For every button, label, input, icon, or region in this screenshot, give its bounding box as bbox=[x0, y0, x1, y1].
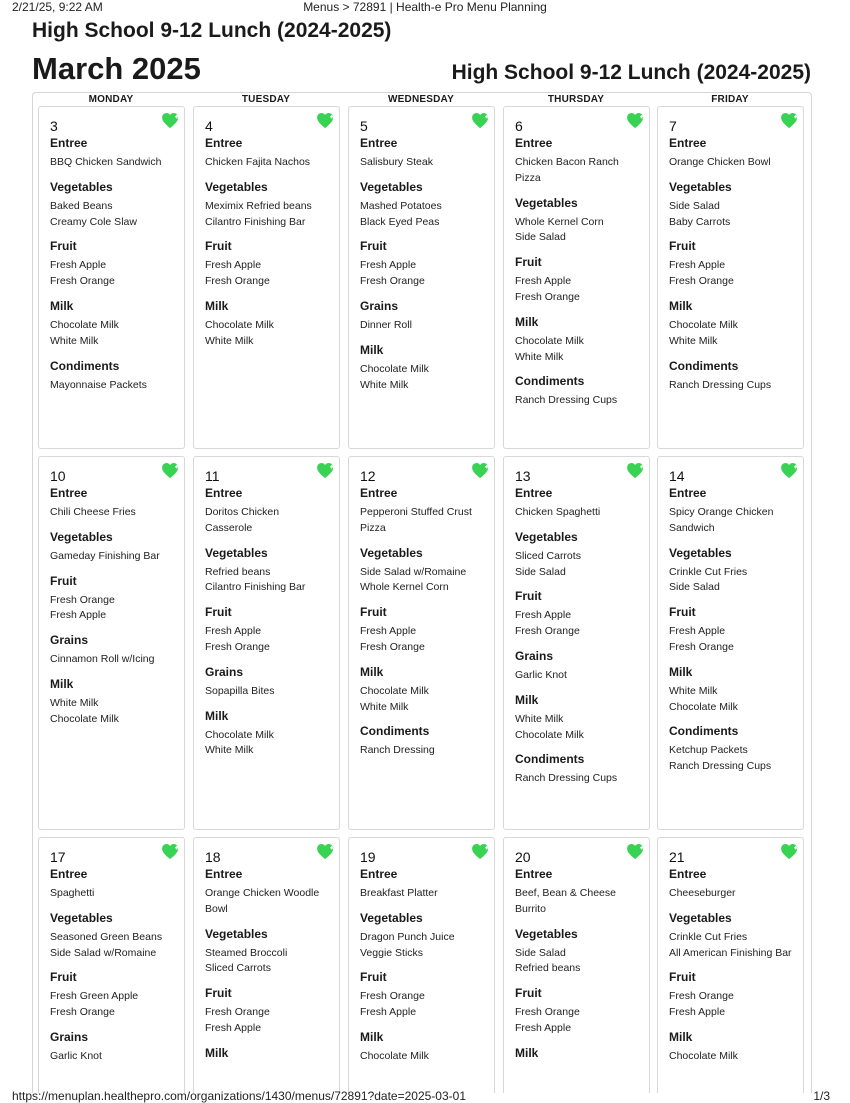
menu-item[interactable]: Fresh Orange bbox=[205, 640, 270, 653]
menu-item[interactable]: Cilantro Finishing Bar bbox=[205, 581, 306, 594]
day-cell bbox=[38, 456, 185, 830]
menu-item[interactable]: White Milk bbox=[360, 378, 409, 391]
section-title-milk: Milk bbox=[360, 342, 384, 357]
section-title-entree: Entree bbox=[50, 867, 88, 881]
section-title-milk: Milk bbox=[360, 664, 384, 679]
section-title-vegetables: Vegetables bbox=[360, 179, 423, 194]
menu-item[interactable]: Chicken Fajita Nachos bbox=[205, 156, 311, 168]
print-timestamp: 2/21/25, 9:22 AM bbox=[12, 0, 103, 14]
menu-item[interactable]: Chocolate Milk bbox=[669, 318, 738, 331]
day-cell bbox=[503, 106, 650, 449]
menu-item[interactable]: White Milk bbox=[50, 696, 99, 709]
menu-item[interactable]: Meximix Refried beans bbox=[205, 199, 312, 212]
page-title: High School 9-12 Lunch (2024-2025) bbox=[32, 19, 392, 42]
section-title-vegetables: Vegetables bbox=[360, 910, 423, 925]
section-title-vegetables: Vegetables bbox=[50, 179, 113, 194]
day-content bbox=[360, 468, 488, 759]
section-title-milk: Milk bbox=[360, 1029, 384, 1044]
section-title-entree: Entree bbox=[669, 867, 707, 881]
section-title-entree: Entree bbox=[360, 486, 398, 500]
day-cell bbox=[503, 456, 650, 830]
menu-item[interactable]: All American Finishing Bar bbox=[669, 946, 792, 959]
menu-item[interactable]: Fresh Apple bbox=[669, 1006, 726, 1019]
menu-item[interactable]: Fresh Orange bbox=[669, 275, 734, 288]
section-title-entree: Entree bbox=[360, 867, 398, 881]
menu-item[interactable]: Chocolate Milk bbox=[205, 728, 274, 741]
menu-item[interactable]: Fresh Apple bbox=[669, 259, 726, 272]
menu-item[interactable]: Fresh Apple bbox=[50, 259, 107, 272]
section-title-fruit: Fruit bbox=[515, 255, 542, 270]
section-title-entree: Entree bbox=[669, 486, 707, 500]
menu-item[interactable]: Fresh Orange bbox=[50, 593, 115, 606]
menu-item[interactable]: Fresh Apple bbox=[205, 259, 262, 272]
day-content bbox=[360, 849, 488, 1065]
day-cell bbox=[348, 106, 495, 449]
menu-item[interactable]: Side Salad bbox=[515, 565, 566, 578]
section-title-vegetables: Vegetables bbox=[669, 545, 732, 560]
menu-item[interactable]: Chocolate Milk bbox=[360, 1049, 429, 1062]
menu-item[interactable]: Ranch Dressing Cups bbox=[515, 394, 618, 407]
section-title-vegetables: Vegetables bbox=[50, 910, 113, 925]
day-cell bbox=[657, 456, 804, 830]
day-cell bbox=[657, 837, 804, 1093]
section-title-fruit: Fruit bbox=[50, 970, 77, 985]
menu-item[interactable]: Black Eyed Peas bbox=[360, 215, 440, 228]
menu-item[interactable]: Fresh Apple bbox=[360, 259, 417, 272]
section-title-vegetables: Vegetables bbox=[360, 545, 423, 560]
day-number: 3 bbox=[50, 118, 58, 134]
menu-item[interactable]: Steamed Broccoli bbox=[205, 946, 288, 959]
menu-item[interactable]: Fresh Orange bbox=[50, 1006, 115, 1019]
section-title-condiments: Condiments bbox=[515, 374, 585, 389]
day-content bbox=[515, 849, 643, 1060]
print-footer bbox=[12, 1089, 830, 1103]
menu-item[interactable]: Orange Chicken Bowl bbox=[669, 156, 771, 168]
section-title-vegetables: Vegetables bbox=[515, 195, 578, 210]
menu-item[interactable]: Seasoned Green Beans bbox=[50, 930, 163, 943]
section-title-grains: Grains bbox=[360, 298, 399, 313]
menu-item[interactable]: Fresh Apple bbox=[205, 625, 262, 638]
section-title-grains: Grains bbox=[515, 648, 554, 663]
menu-item[interactable]: Fresh Orange bbox=[515, 1006, 580, 1019]
day-cell bbox=[193, 456, 340, 830]
day-cell bbox=[193, 837, 340, 1093]
menu-item[interactable]: Refried beans bbox=[515, 962, 581, 975]
section-title-milk: Milk bbox=[669, 664, 693, 679]
day-header-tuesday: TUESDAY bbox=[241, 94, 291, 105]
section-title-milk: Milk bbox=[515, 1045, 539, 1060]
day-content bbox=[515, 468, 643, 787]
section-title-fruit: Fruit bbox=[669, 970, 696, 985]
menu-item[interactable]: Chocolate Milk bbox=[669, 1049, 738, 1062]
section-title-milk: Milk bbox=[50, 298, 74, 313]
menu-item[interactable]: Ranch Dressing Cups bbox=[669, 760, 772, 773]
section-title-vegetables: Vegetables bbox=[50, 529, 113, 544]
section-title-grains: Grains bbox=[205, 664, 244, 679]
menu-item[interactable]: Fresh Orange bbox=[515, 625, 580, 638]
day-cell bbox=[657, 106, 804, 449]
section-title-condiments: Condiments bbox=[515, 752, 585, 767]
day-content bbox=[669, 849, 797, 1065]
menu-item[interactable]: Mashed Potatoes bbox=[360, 199, 442, 212]
menu-item[interactable]: White Milk bbox=[669, 334, 718, 347]
day-number: 19 bbox=[360, 849, 376, 865]
menu-item[interactable]: Beef, Bean & Cheese bbox=[515, 887, 616, 899]
menu-item[interactable]: Bowl bbox=[205, 902, 228, 915]
menu-item[interactable]: BBQ Chicken Sandwich bbox=[50, 156, 162, 168]
section-title-vegetables: Vegetables bbox=[205, 179, 268, 194]
section-title-fruit: Fruit bbox=[205, 239, 232, 254]
day-header-friday: FRIDAY bbox=[711, 94, 749, 105]
section-title-grains: Grains bbox=[50, 1029, 89, 1044]
section-title-entree: Entree bbox=[50, 486, 88, 500]
section-title-entree: Entree bbox=[50, 136, 88, 150]
menu-item[interactable]: Side Salad bbox=[515, 946, 566, 959]
menu-item[interactable]: Dinner Roll bbox=[360, 318, 412, 331]
section-title-fruit: Fruit bbox=[360, 970, 387, 985]
menu-item[interactable]: White Milk bbox=[360, 700, 409, 713]
day-cell bbox=[38, 837, 185, 1093]
day-cell bbox=[348, 456, 495, 830]
day-cell bbox=[193, 106, 340, 449]
menu-item[interactable]: Chicken Spaghetti bbox=[515, 506, 601, 518]
section-title-entree: Entree bbox=[515, 136, 553, 150]
page-number: 1/3 bbox=[813, 1089, 830, 1103]
menu-item[interactable]: Creamy Cole Slaw bbox=[50, 215, 137, 228]
day-cell bbox=[503, 837, 650, 1093]
menu-item[interactable]: Side Salad bbox=[515, 231, 566, 244]
section-title-fruit: Fruit bbox=[50, 573, 77, 588]
section-title-condiments: Condiments bbox=[669, 358, 739, 373]
day-content bbox=[205, 118, 333, 350]
menu-item[interactable]: White Milk bbox=[669, 684, 718, 697]
section-title-vegetables: Vegetables bbox=[515, 926, 578, 941]
section-title-entree: Entree bbox=[205, 867, 243, 881]
day-number: 18 bbox=[205, 849, 221, 865]
section-title-grains: Grains bbox=[50, 633, 89, 648]
month-title: March 2025 bbox=[32, 51, 201, 86]
day-number: 14 bbox=[669, 468, 685, 484]
menu-item[interactable]: Fresh Apple bbox=[515, 275, 572, 288]
day-header-thursday: THURSDAY bbox=[547, 94, 605, 105]
day-content bbox=[669, 468, 797, 775]
menu-item[interactable]: Burrito bbox=[515, 902, 546, 915]
menu-item[interactable]: Fresh Orange bbox=[669, 640, 734, 653]
menu-item[interactable]: Baby Carrots bbox=[669, 215, 731, 228]
section-title-fruit: Fruit bbox=[50, 239, 77, 254]
day-number: 17 bbox=[50, 849, 66, 865]
day-headers bbox=[33, 93, 811, 106]
menu-item[interactable]: Doritos Chicken bbox=[205, 506, 280, 518]
menu-item[interactable]: Ranch Dressing bbox=[360, 744, 435, 757]
menu-item[interactable]: Breakfast Platter bbox=[360, 887, 438, 899]
section-title-entree: Entree bbox=[669, 136, 707, 150]
menu-item[interactable]: Salisbury Steak bbox=[360, 156, 433, 168]
menu-item[interactable]: Chocolate Milk bbox=[669, 700, 738, 713]
menu-calendar bbox=[32, 92, 812, 1093]
menu-item[interactable]: Chocolate Milk bbox=[205, 318, 274, 331]
menu-item[interactable]: Ranch Dressing Cups bbox=[515, 772, 618, 785]
menu-item[interactable]: Chocolate Milk bbox=[360, 684, 429, 697]
menu-item[interactable]: Fresh Orange bbox=[205, 275, 270, 288]
menu-item[interactable]: Pizza bbox=[360, 521, 386, 534]
menu-item[interactable]: Whole Kernel Corn bbox=[515, 215, 604, 228]
menu-item[interactable]: Chocolate Milk bbox=[50, 712, 119, 725]
menu-item[interactable]: Ranch Dressing Cups bbox=[669, 378, 772, 391]
menu-item[interactable]: Gameday Finishing Bar bbox=[50, 549, 160, 562]
section-title-vegetables: Vegetables bbox=[669, 179, 732, 194]
menu-item[interactable]: Side Salad w/Romaine bbox=[50, 946, 157, 959]
menu-item[interactable]: Side Salad bbox=[669, 581, 720, 594]
menu-item[interactable]: White Milk bbox=[515, 712, 564, 725]
menu-item[interactable]: White Milk bbox=[205, 744, 254, 757]
section-title-entree: Entree bbox=[515, 867, 553, 881]
section-title-fruit: Fruit bbox=[360, 605, 387, 620]
menu-item[interactable]: Fresh Apple bbox=[360, 625, 417, 638]
day-content bbox=[50, 468, 178, 728]
menu-item[interactable]: Garlic Knot bbox=[515, 668, 567, 681]
menu-item[interactable]: Fresh Apple bbox=[205, 1021, 262, 1034]
menu-item[interactable]: Side Salad bbox=[669, 199, 720, 212]
menu-item[interactable]: Chicken Bacon Ranch bbox=[515, 156, 619, 168]
section-title-vegetables: Vegetables bbox=[515, 529, 578, 544]
menu-item[interactable]: Chocolate Milk bbox=[360, 362, 429, 375]
section-title-vegetables: Vegetables bbox=[669, 910, 732, 925]
menu-item[interactable]: White Milk bbox=[205, 334, 254, 347]
menu-item[interactable]: Cilantro Finishing Bar bbox=[205, 215, 306, 228]
section-title-milk: Milk bbox=[669, 1029, 693, 1044]
day-content bbox=[360, 118, 488, 393]
menu-item[interactable]: Fresh Orange bbox=[515, 290, 580, 303]
menu-item[interactable]: Chocolate Milk bbox=[515, 728, 584, 741]
day-content bbox=[669, 118, 797, 393]
section-title-milk: Milk bbox=[205, 708, 229, 723]
menu-title: High School 9-12 Lunch (2024-2025) bbox=[451, 61, 811, 84]
day-number: 21 bbox=[669, 849, 685, 865]
menu-item[interactable]: Garlic Knot bbox=[50, 1049, 102, 1062]
menu-item[interactable]: Fresh Apple bbox=[669, 625, 726, 638]
day-number: 4 bbox=[205, 118, 213, 134]
menu-item[interactable]: Crinkle Cut Fries bbox=[669, 930, 748, 943]
section-title-fruit: Fruit bbox=[515, 986, 542, 1001]
day-header-monday: MONDAY bbox=[88, 94, 134, 105]
menu-item[interactable]: Fresh Apple bbox=[360, 1006, 417, 1019]
day-number: 11 bbox=[205, 468, 220, 484]
menu-item[interactable]: Sliced Carrots bbox=[515, 549, 581, 562]
day-cell bbox=[38, 106, 185, 449]
section-title-fruit: Fruit bbox=[669, 239, 696, 254]
menu-item[interactable]: Fresh Orange bbox=[360, 990, 425, 1003]
section-title-milk: Milk bbox=[50, 676, 74, 691]
day-number: 6 bbox=[515, 118, 523, 134]
menu-item[interactable]: Side Salad w/Romaine bbox=[360, 565, 467, 578]
menu-item[interactable]: Fresh Apple bbox=[515, 1021, 572, 1034]
section-title-condiments: Condiments bbox=[50, 358, 120, 373]
print-url: https://menuplan.healthepro.com/organizations/1430/menus/72891?date=2025-03-01 bbox=[12, 1089, 466, 1103]
section-title-fruit: Fruit bbox=[669, 605, 696, 620]
menu-item[interactable]: Pepperoni Stuffed Crust bbox=[360, 506, 472, 518]
day-cell bbox=[348, 837, 495, 1093]
menu-item[interactable]: Crinkle Cut Fries bbox=[669, 565, 748, 578]
menu-item[interactable]: Orange Chicken Woodle bbox=[205, 887, 320, 899]
menu-item[interactable]: Fresh Orange bbox=[360, 640, 425, 653]
menu-item[interactable]: Fresh Orange bbox=[205, 1006, 270, 1019]
menu-item[interactable]: Fresh Green Apple bbox=[50, 990, 139, 1003]
section-title-vegetables: Vegetables bbox=[205, 926, 268, 941]
menu-item[interactable]: Chocolate Milk bbox=[50, 318, 119, 331]
menu-item[interactable]: Fresh Orange bbox=[50, 275, 115, 288]
day-number: 5 bbox=[360, 118, 368, 134]
section-title-entree: Entree bbox=[205, 486, 243, 500]
section-title-condiments: Condiments bbox=[669, 724, 739, 739]
menu-item[interactable]: Fresh Orange bbox=[360, 275, 425, 288]
day-number: 7 bbox=[669, 118, 677, 134]
menu-item[interactable]: Baked Beans bbox=[50, 199, 113, 212]
section-title-fruit: Fruit bbox=[205, 986, 232, 1001]
day-content bbox=[50, 849, 178, 1065]
section-title-milk: Milk bbox=[515, 314, 539, 329]
menu-item[interactable]: Spaghetti bbox=[50, 887, 95, 899]
menu-item[interactable]: Ketchup Packets bbox=[669, 744, 748, 757]
day-content bbox=[50, 118, 178, 393]
section-title-entree: Entree bbox=[205, 136, 243, 150]
menu-item[interactable]: Sliced Carrots bbox=[205, 962, 271, 975]
section-title-entree: Entree bbox=[360, 136, 398, 150]
day-number: 12 bbox=[360, 468, 376, 484]
menu-item[interactable]: Cheeseburger bbox=[669, 887, 736, 899]
menu-item[interactable]: Veggie Sticks bbox=[360, 946, 424, 959]
day-number: 13 bbox=[515, 468, 531, 484]
menu-item[interactable]: Whole Kernel Corn bbox=[360, 581, 449, 594]
menu-item[interactable]: White Milk bbox=[50, 334, 99, 347]
menu-item[interactable]: Casserole bbox=[205, 521, 253, 534]
section-title-fruit: Fruit bbox=[360, 239, 387, 254]
day-content bbox=[205, 849, 333, 1060]
menu-item[interactable]: Mayonnaise Packets bbox=[50, 378, 147, 391]
menu-item[interactable]: Chocolate Milk bbox=[515, 334, 584, 347]
section-title-condiments: Condiments bbox=[360, 724, 430, 739]
menu-item[interactable]: Cinnamon Roll w/Icing bbox=[50, 653, 155, 666]
menu-item[interactable]: Dragon Punch Juice bbox=[360, 930, 455, 943]
menu-item[interactable]: Spicy Orange Chicken bbox=[669, 506, 774, 518]
menu-item[interactable]: Fresh Apple bbox=[50, 609, 107, 622]
section-title-milk: Milk bbox=[669, 298, 693, 313]
section-title-fruit: Fruit bbox=[515, 589, 542, 604]
day-number: 20 bbox=[515, 849, 531, 865]
section-title-milk: Milk bbox=[205, 298, 229, 313]
day-content bbox=[205, 468, 333, 759]
print-header bbox=[12, 0, 838, 14]
section-title-milk: Milk bbox=[515, 692, 539, 707]
day-content bbox=[515, 118, 643, 409]
menu-item[interactable]: Chili Cheese Fries bbox=[50, 506, 136, 518]
day-number: 10 bbox=[50, 468, 66, 484]
day-header-wednesday: WEDNESDAY bbox=[388, 94, 454, 105]
section-title-milk: Milk bbox=[205, 1045, 229, 1060]
menu-item[interactable]: Fresh Orange bbox=[669, 990, 734, 1003]
section-title-vegetables: Vegetables bbox=[205, 545, 268, 560]
menu-item[interactable]: Refried beans bbox=[205, 565, 271, 578]
section-title-fruit: Fruit bbox=[205, 605, 232, 620]
section-title-entree: Entree bbox=[515, 486, 553, 500]
menu-item[interactable]: Sandwich bbox=[669, 521, 715, 534]
menu-item[interactable]: Pizza bbox=[515, 171, 541, 184]
print-page-title: Menus > 72891 | Health-e Pro Menu Planning bbox=[303, 0, 547, 14]
menu-item[interactable]: White Milk bbox=[515, 350, 564, 363]
menu-item[interactable]: Fresh Apple bbox=[515, 609, 572, 622]
menu-item[interactable]: Sopapilla Bites bbox=[205, 684, 275, 697]
